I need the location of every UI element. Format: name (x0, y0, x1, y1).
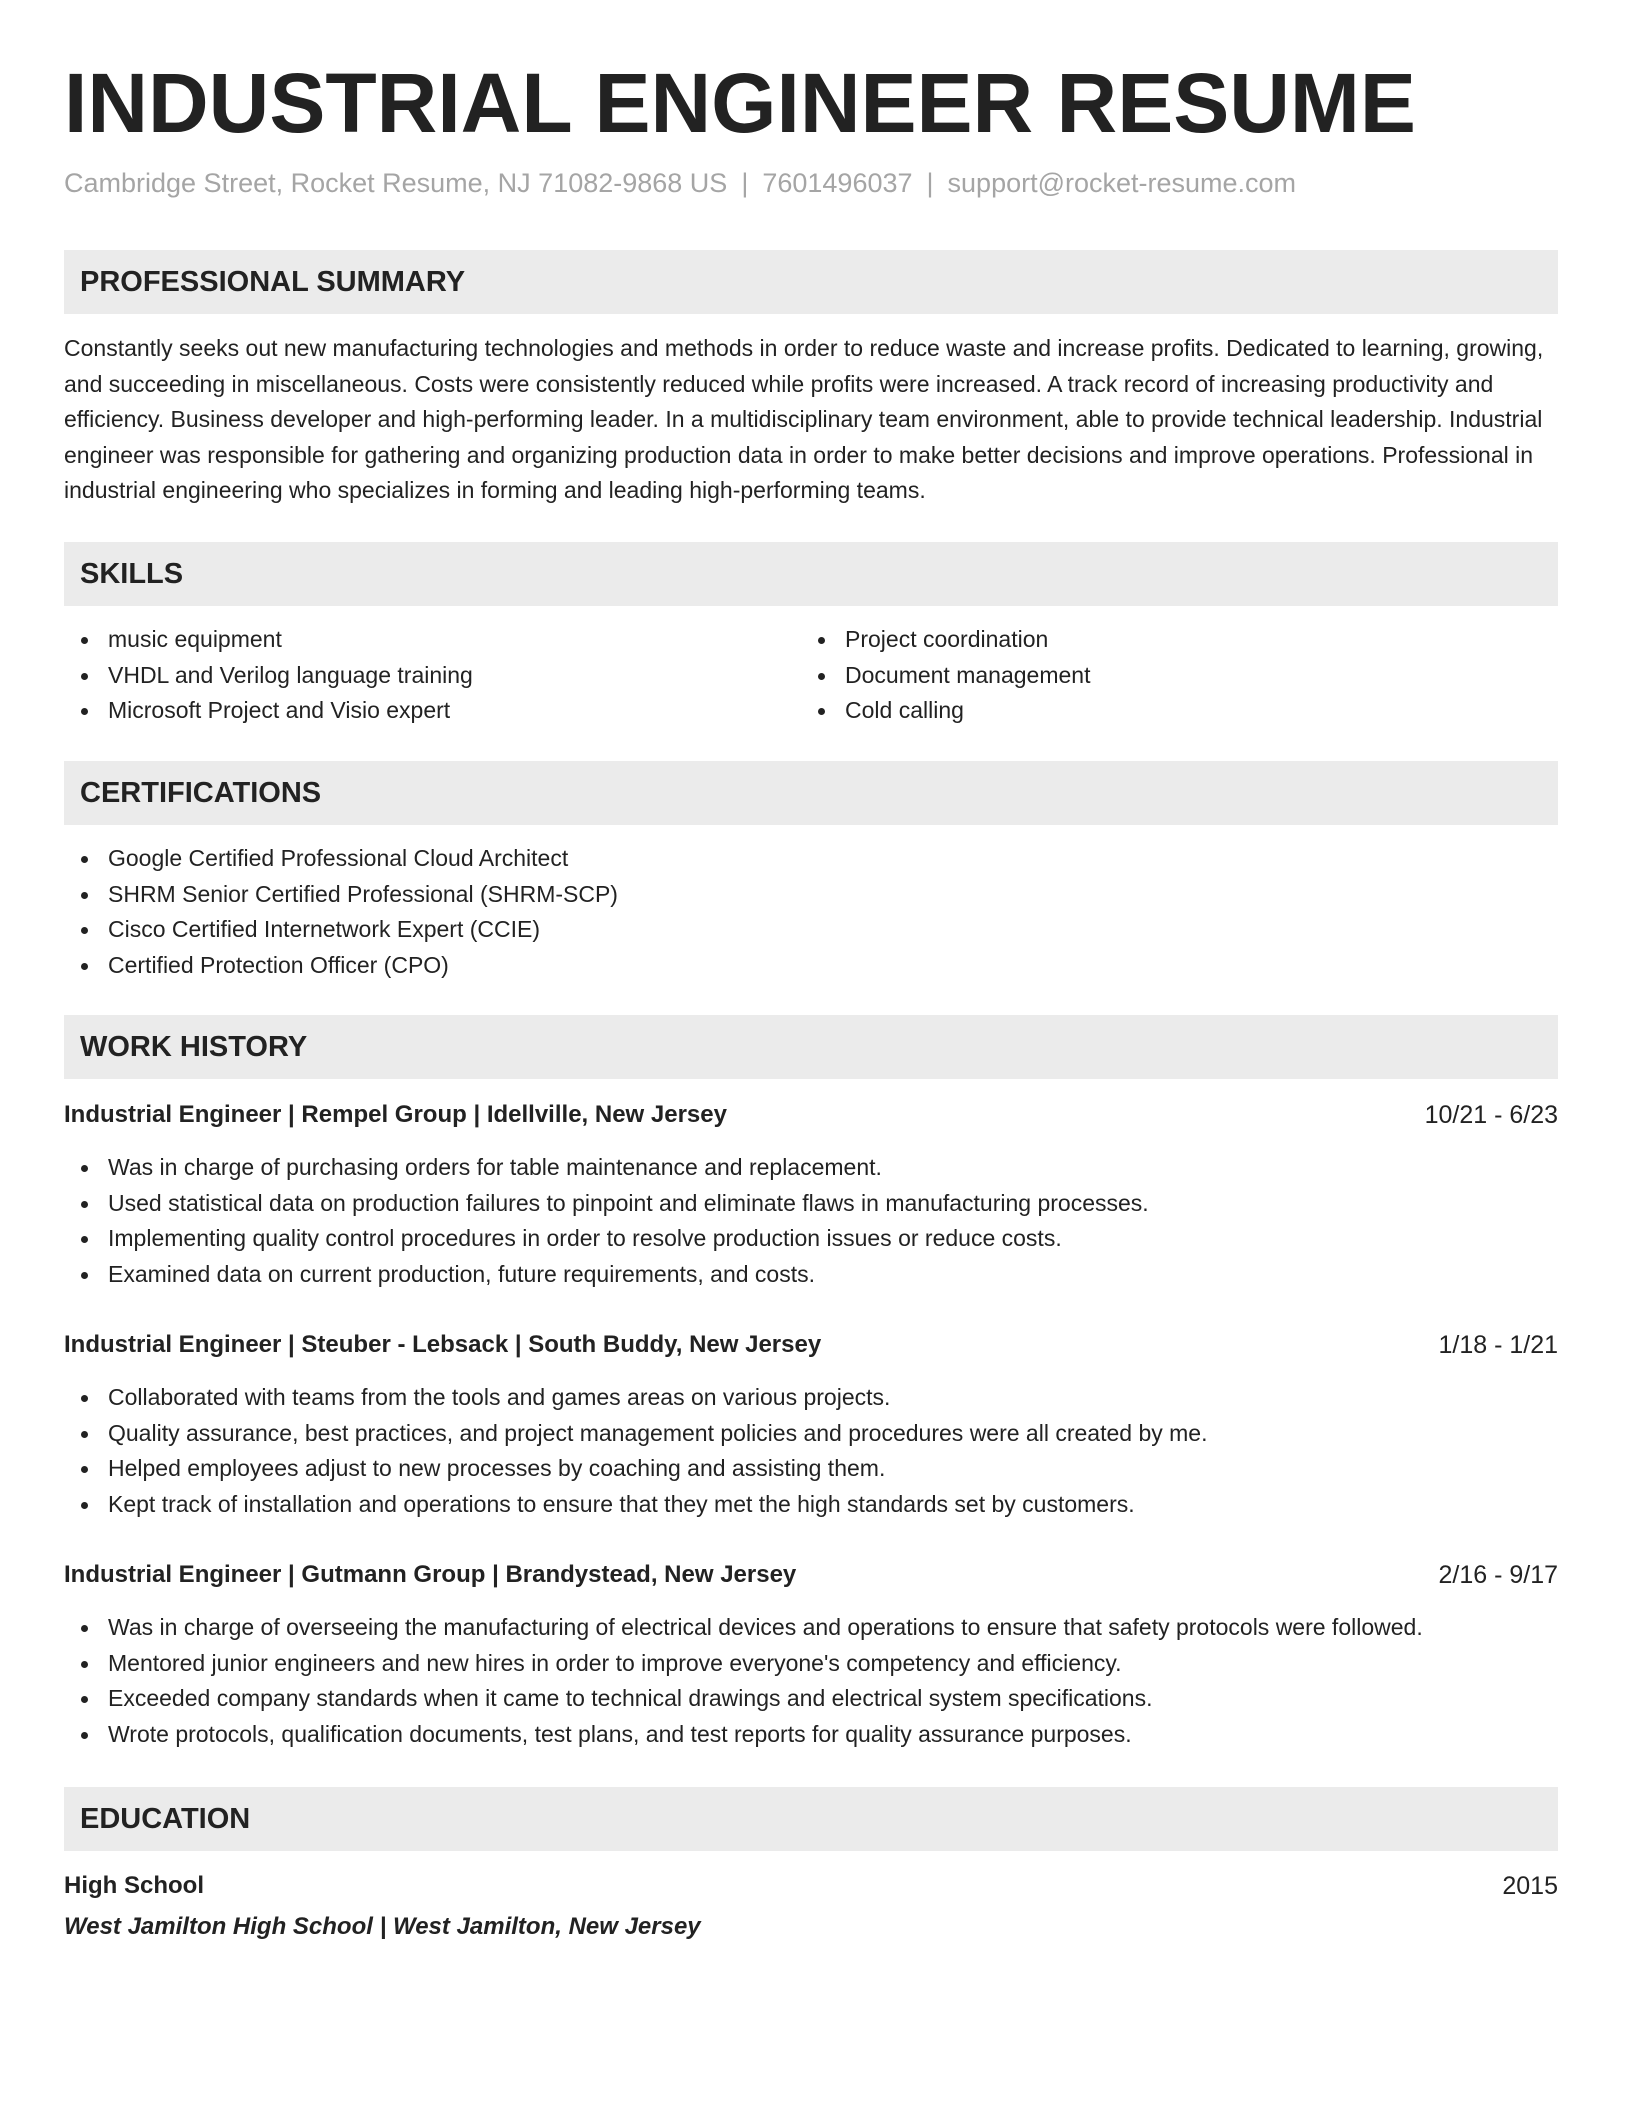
job-bullet: Wrote protocols, qualification documents, test plans, and test reports for quality assurance purposes. (64, 1717, 1423, 1753)
contact-phone: 7601496037 (762, 168, 913, 198)
job-bullet: Exceeded company standards when it came to technical drawings and electrical system specifications. (64, 1681, 1423, 1717)
job-bullet: Implementing quality control procedures in order to resolve production issues or reduce costs. (64, 1221, 1149, 1257)
skills-heading: SKILLS (64, 542, 1558, 606)
contact-address: Cambridge Street, Rocket Resume, NJ 71082-9868 US (64, 168, 728, 198)
education-year: 2015 (1502, 1872, 1558, 1900)
contact-separator: | (741, 168, 749, 198)
job-bullet: Quality assurance, best practices, and project management policies and procedures were all created by me. (64, 1416, 1207, 1452)
certification-item: Cisco Certified Internetwork Expert (CCIE) (64, 912, 618, 948)
job-dates: 1/18 - 1/21 (1438, 1331, 1558, 1359)
skills-list-right (801, 622, 1090, 729)
job-bullets (64, 1380, 1207, 1522)
job-bullet: Helped employees adjust to new processes by coaching and assisting them. (64, 1451, 1207, 1487)
certification-item: SHRM Senior Certified Professional (SHRM-SCP) (64, 877, 618, 913)
skill-item: music equipment (64, 622, 473, 658)
skills-list-left (64, 622, 473, 729)
skill-item: Cold calling (801, 693, 1090, 729)
certifications-heading: CERTIFICATIONS (64, 761, 1558, 825)
certification-item: Certified Protection Officer (CPO) (64, 948, 618, 984)
contact-separator: | (926, 168, 934, 198)
education-heading: EDUCATION (64, 1787, 1558, 1851)
job-title: Industrial Engineer | Rempel Group | Idellville, New Jersey (64, 1101, 727, 1128)
certifications-list (64, 841, 618, 983)
job-bullet: Used statistical data on production failures to pinpoint and eliminate flaws in manufacturing processes. (64, 1186, 1149, 1222)
job-bullet: Mentored junior engineers and new hires in order to improve everyone's competency and efficiency. (64, 1646, 1423, 1682)
skill-item: VHDL and Verilog language training (64, 658, 473, 694)
education-degree: High School (64, 1872, 204, 1899)
job-bullet: Was in charge of purchasing orders for table maintenance and replacement. (64, 1150, 1149, 1186)
job-title: Industrial Engineer | Steuber - Lebsack | South Buddy, New Jersey (64, 1331, 822, 1358)
work-history-heading: WORK HISTORY (64, 1015, 1558, 1079)
skill-item: Document management (801, 658, 1090, 694)
education-school: West Jamilton High School | West Jamilton, New Jersey (64, 1913, 701, 1940)
job-bullet: Collaborated with teams from the tools and games areas on various projects. (64, 1380, 1207, 1416)
job-title: Industrial Engineer | Gutmann Group | Brandystead, New Jersey (64, 1561, 797, 1588)
job-bullets (64, 1610, 1423, 1752)
skill-item: Microsoft Project and Visio expert (64, 693, 473, 729)
resume-title: INDUSTRIAL ENGINEER RESUME (64, 56, 1416, 150)
skill-item: Project coordination (801, 622, 1090, 658)
certification-item: Google Certified Professional Cloud Architect (64, 841, 618, 877)
summary-heading: PROFESSIONAL SUMMARY (64, 250, 1558, 314)
contact-email: support@rocket-resume.com (947, 168, 1297, 198)
contact-line (64, 167, 1296, 199)
summary-text: Constantly seeks out new manufacturing technologies and methods in order to reduce waste and increase profits. Dedicated to learning, growing, and succeeding in miscellaneous. Costs were consistently reduced while profits were increased. A track record of increasing productivity and efficiency. Business developer and high-performing leader. In a multidisciplinary team environment, able to provide technical leadership. Industrial engineer was responsible for gathering and organizing production data in order to make better decisions and improve operations. Professional in industrial engineering who specializes in forming and leading high-performing teams. (64, 335, 1544, 504)
job-bullets (64, 1150, 1149, 1292)
job-bullet: Was in charge of overseeing the manufacturing of electrical devices and operations to ensure that safety protocols were followed. (64, 1610, 1423, 1646)
job-bullet: Examined data on current production, future requirements, and costs. (64, 1257, 1149, 1293)
job-dates: 2/16 - 9/17 (1438, 1561, 1558, 1589)
job-dates: 10/21 - 6/23 (1424, 1101, 1558, 1129)
job-bullet: Kept track of installation and operations to ensure that they met the high standards set by customers. (64, 1487, 1207, 1523)
